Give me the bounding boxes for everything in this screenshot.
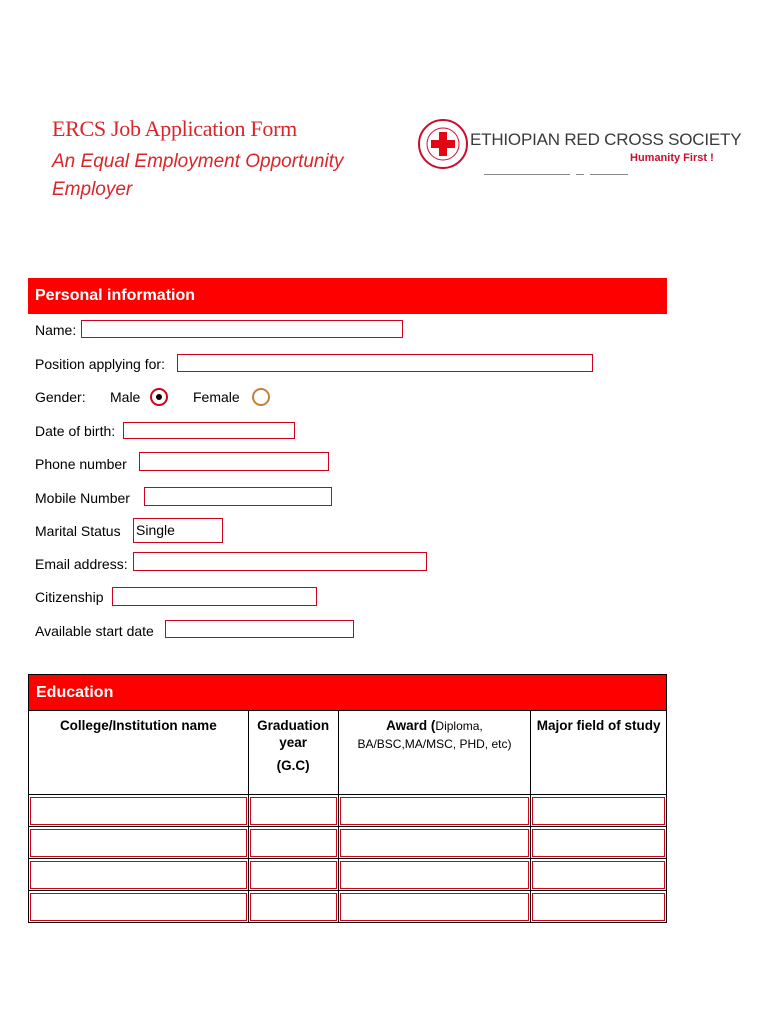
graduation-year-input[interactable]	[250, 893, 337, 921]
dob-label: Date of birth:	[35, 423, 116, 439]
major-input[interactable]	[532, 797, 665, 825]
name-input[interactable]	[81, 320, 403, 338]
award-input[interactable]	[340, 797, 530, 825]
male-label: Male	[110, 389, 141, 405]
form-title: ERCS Job Application Form	[52, 116, 297, 141]
logo-divider	[576, 174, 584, 175]
marital-label: Marital Status	[35, 523, 121, 539]
start-date-input[interactable]	[165, 620, 354, 638]
dob-input[interactable]	[123, 422, 295, 439]
education-header: Education	[28, 674, 667, 710]
col-graduation-year: Graduation year (G.C)	[248, 711, 338, 795]
major-input[interactable]	[532, 893, 665, 921]
gender-label: Gender:	[35, 389, 86, 405]
org-tagline: Humanity First !	[630, 152, 714, 164]
graduation-year-input[interactable]	[250, 797, 337, 825]
table-row	[29, 891, 667, 923]
marital-select[interactable]: Single	[133, 518, 223, 543]
institution-input[interactable]	[30, 893, 247, 921]
graduation-year-input[interactable]	[250, 861, 337, 889]
female-label: Female	[193, 389, 240, 405]
col-institution: College/Institution name	[29, 711, 249, 795]
table-row	[29, 795, 667, 827]
email-input[interactable]	[133, 552, 427, 571]
major-input[interactable]	[532, 829, 665, 857]
col-major: Major field of study	[531, 711, 667, 795]
col-award: Award (Diploma, BA/BSC,MA/MSC, PHD, etc)	[338, 711, 531, 795]
male-radio[interactable]	[150, 388, 168, 406]
org-name: ETHIOPIAN RED CROSS SOCIETY	[470, 130, 742, 149]
award-input[interactable]	[340, 829, 530, 857]
institution-input[interactable]	[30, 797, 247, 825]
email-label: Email address:	[35, 556, 128, 572]
institution-input[interactable]	[30, 829, 247, 857]
name-label: Name:	[35, 322, 77, 338]
table-row	[29, 827, 667, 859]
position-label: Position applying for:	[35, 356, 165, 372]
major-input[interactable]	[532, 861, 665, 889]
start-date-label: Available start date	[35, 623, 154, 639]
citizenship-label: Citizenship	[35, 589, 104, 605]
education-table	[28, 710, 667, 923]
female-radio[interactable]	[252, 388, 270, 406]
mobile-label: Mobile Number	[35, 490, 130, 506]
phone-input[interactable]	[139, 452, 329, 471]
citizenship-input[interactable]	[112, 587, 317, 606]
table-row	[29, 859, 667, 891]
personal-info-header: Personal information	[28, 278, 667, 314]
mobile-input[interactable]	[144, 487, 332, 506]
award-input[interactable]	[340, 861, 530, 889]
form-subtitle: An Equal Employment Opportunity Employer	[52, 151, 344, 200]
logo-divider	[590, 174, 628, 175]
institution-input[interactable]	[30, 861, 247, 889]
position-input[interactable]	[177, 354, 593, 372]
award-input[interactable]	[340, 893, 530, 921]
graduation-year-input[interactable]	[250, 829, 337, 857]
logo-divider	[484, 174, 570, 175]
phone-label: Phone number	[35, 456, 127, 472]
red-cross-icon	[416, 116, 470, 172]
